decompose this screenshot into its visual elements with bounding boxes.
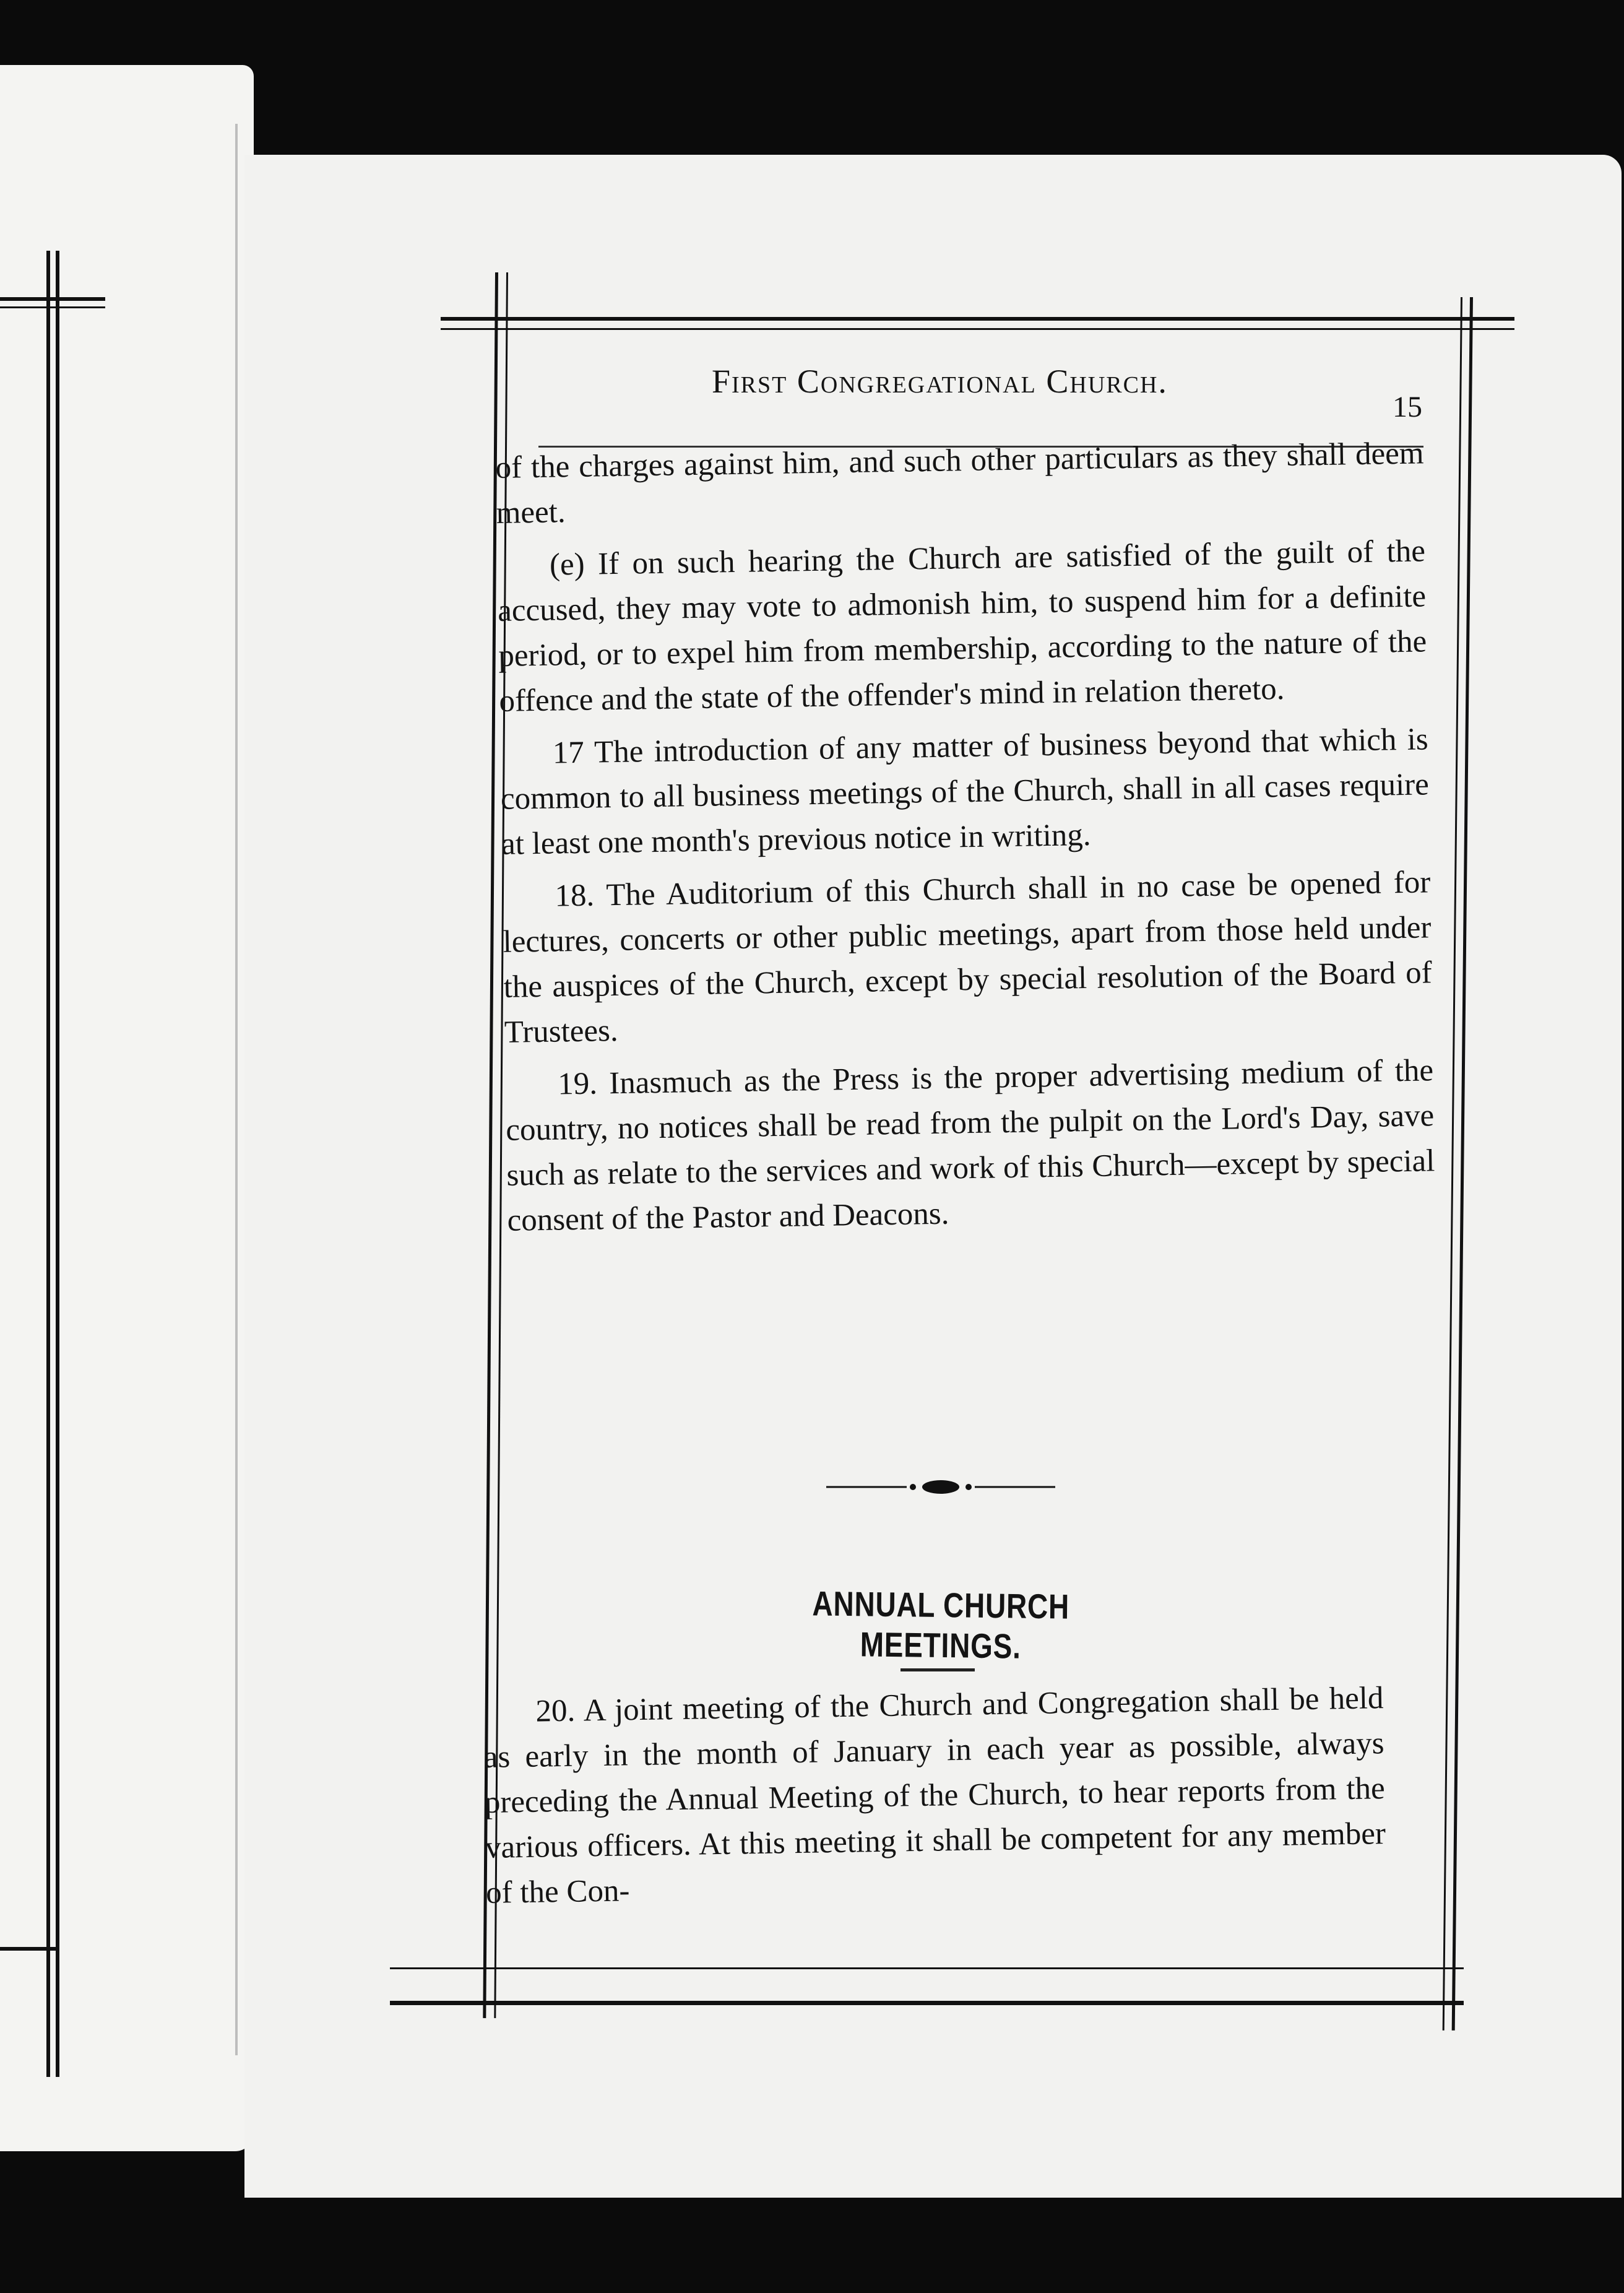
title-dash (901, 1668, 975, 1671)
paragraph-continuation: of the charges against him, and such other particulars as they shall deem meet. (495, 436, 1424, 531)
section-body (483, 1676, 1387, 1916)
body-text (495, 431, 1436, 1251)
previous-page-bottom-rule (0, 1947, 59, 1951)
previous-page-inner-edge (0, 124, 238, 2055)
ornamental-divider (826, 1475, 1055, 1499)
previous-page-frame-line (46, 251, 50, 2077)
paragraph-18: 18. The Auditorium of this Church shall in no case be opened for lectures, concerts or other public meetings, apart from those held under the auspices of the Church, except by special resolution of the Board of Trustees. (503, 865, 1432, 1050)
section-title: ANNUAL CHURCH MEETINGS. (812, 1584, 1070, 1666)
previous-page-top-rule (0, 297, 105, 301)
previous-page-edge (0, 65, 254, 2151)
paragraph-19: 19. Inasmuch as the Press is the proper advertising medium of the country, no notices shall be read from the pulpit on the Lord's Day, save such as relate to the services and work of this Church—except by special consent of the Pastor and Deacons. (505, 1053, 1435, 1238)
frame-top-rule-thin (441, 328, 1514, 330)
paragraph-17: 17 The introduction of any matter of business beyond that which is common to all business meetings of the Church, shall in all cases require at least one month's previous notice in writing. (500, 722, 1430, 862)
frame-bottom-rule-thin (390, 1967, 1464, 1969)
page-number: 15 (1393, 391, 1422, 423)
previous-page-top-rule (0, 306, 105, 308)
paragraph-20: 20. A joint meeting of the Church and Congregation shall be held as early in the month of January in each year as possible, always preceding the Annual Meeting of the Church, to hear reports from the various officers. At this meeting it shall be competent for any member of the Con- (483, 1681, 1386, 1910)
paragraph-e: (e) If on such hearing the Church are satisfied of the guilt of the accused, they may vote to admonish him, to suspend him for a definite period, or to expel him from membership, according to the nature of the offence and the state of the offender's mind in relation thereto. (497, 534, 1427, 719)
frame-bottom-rule (390, 2001, 1464, 2005)
frame-top-rule (441, 317, 1514, 321)
previous-page-frame-line (56, 251, 59, 2077)
running-header: First Congregational Church. (712, 363, 1168, 400)
